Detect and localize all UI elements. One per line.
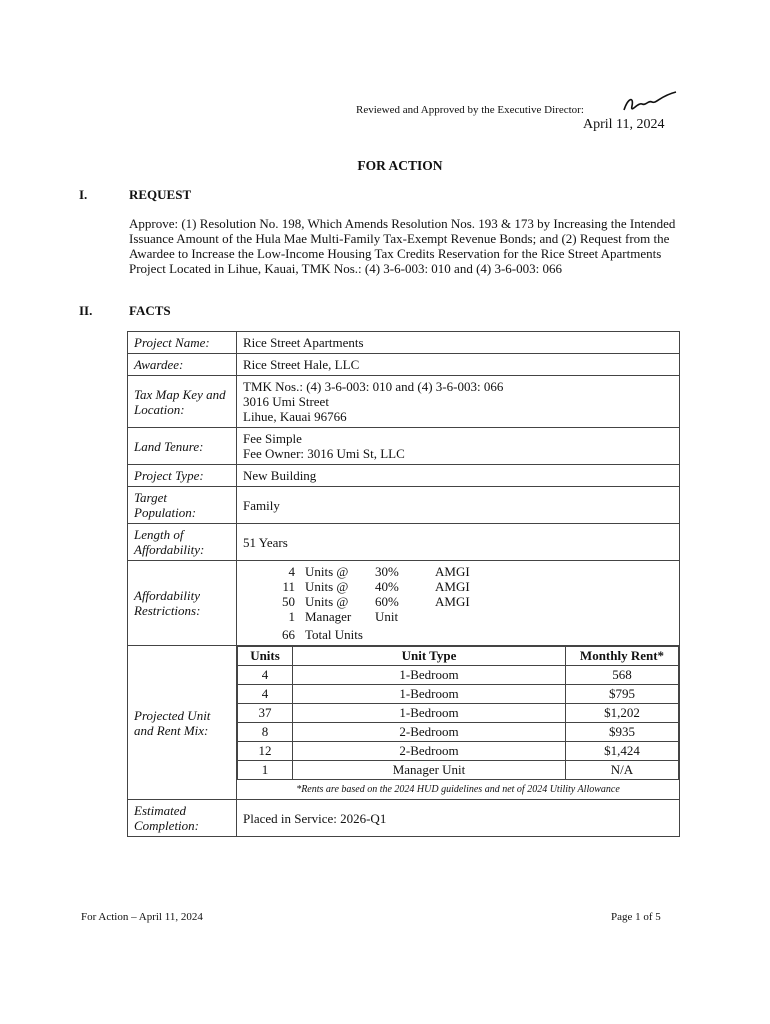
project-name-label: Project Name:	[128, 332, 237, 354]
affordability-total	[243, 627, 673, 642]
length-value: 51 Years	[237, 524, 680, 561]
project-type-value: New Building	[237, 465, 680, 487]
unit-type-cell: 1-Bedroom	[293, 704, 566, 723]
tmk-line: TMK Nos.: (4) 3-6-003: 010 and (4) 3-6-003: 066	[243, 379, 504, 394]
units-cell: 12	[238, 742, 293, 761]
rent-cell: $1,202	[566, 704, 679, 723]
ami-percent: 30%	[375, 564, 399, 579]
target-population-label: Target Population:	[128, 487, 237, 524]
units-count: 50	[282, 594, 295, 609]
rent-mix-row	[128, 646, 680, 800]
units-cell: 4	[238, 666, 293, 685]
request-text: Approve: (1) Resolution No. 198, Which Amends Resolution Nos. 193 & 173 by Increasing the Intended Issuance Amount of the Hula Mae Multi-Family Tax-Exempt Revenue Bonds; and (2) Request from the Awardee to Increase the Low-Income Housing Tax Credits Reservation for the Rice Street Apartments Project Located in Lihue, Kauai, TMK Nos.: (4) 3-6-003: 010 and (4) 3-6-003: 066	[129, 216, 676, 276]
units-header: Units	[238, 647, 293, 666]
monthly-rent-header: Monthly Rent*	[566, 647, 679, 666]
executive-director-signature	[620, 88, 680, 116]
rent-cell: N/A	[566, 761, 679, 780]
ami-percent: 40%	[375, 579, 399, 594]
total-units-label: Total Units	[305, 627, 363, 642]
ami-label	[435, 609, 485, 624]
section-number-request: I.	[79, 187, 88, 202]
unit-type-cell: 2-Bedroom	[293, 723, 566, 742]
ami-label: AMGI	[435, 594, 470, 609]
ami-percent: 60%	[375, 594, 399, 609]
section-title-request: REQUEST	[129, 187, 192, 202]
affordability-value	[237, 561, 680, 646]
target-population-row	[128, 487, 680, 524]
land-tenure-row	[128, 428, 680, 465]
rent-mix-table	[237, 646, 679, 780]
affordability-label: Affordability Restrictions:	[128, 561, 237, 646]
ami-label: AMGI	[435, 564, 470, 579]
approval-date: April 11, 2024	[583, 117, 665, 132]
unit-type-cell: 1-Bedroom	[293, 666, 566, 685]
length-label: Length of Affordability:	[128, 524, 237, 561]
table-row	[238, 685, 679, 704]
table-row	[238, 666, 679, 685]
table-row	[238, 704, 679, 723]
unit-type-cell: Manager Unit	[293, 761, 566, 780]
land-tenure-value	[237, 428, 680, 465]
units-count: 4	[288, 564, 295, 579]
table-row	[238, 742, 679, 761]
fee-owner: Fee Owner: 3016 Umi St, LLC	[243, 446, 405, 461]
units-cell: 37	[238, 704, 293, 723]
total-units-count: 66	[282, 627, 295, 642]
awardee-row	[128, 354, 680, 376]
target-population-value: Family	[237, 487, 680, 524]
awardee-label: Awardee:	[128, 354, 237, 376]
table-row	[238, 723, 679, 742]
units-label: Units @	[305, 579, 349, 594]
tmk-label: Tax Map Key and Location:	[128, 376, 237, 428]
affordability-line	[243, 594, 673, 609]
completion-value: Placed in Service: 2026-Q1	[237, 800, 680, 837]
land-tenure-label: Land Tenure:	[128, 428, 237, 465]
section-title-facts: FACTS	[129, 303, 171, 318]
affordability-line	[243, 579, 673, 594]
rent-cell: $795	[566, 685, 679, 704]
approval-statement: Reviewed and Approved by the Executive Director:	[356, 104, 584, 116]
ami-label: AMGI	[435, 579, 470, 594]
street-line: 3016 Umi Street	[243, 394, 329, 409]
section-number-facts: II.	[79, 303, 93, 318]
units-label: Manager	[305, 609, 352, 624]
unit-type-header: Unit Type	[293, 647, 566, 666]
tenure-type: Fee Simple	[243, 431, 302, 446]
page-number: Page 1 of 5	[611, 911, 661, 923]
units-count: 1	[288, 609, 295, 624]
tmk-value	[237, 376, 680, 428]
document-title: FOR ACTION	[357, 158, 443, 173]
units-label: Units @	[305, 564, 349, 579]
units-cell: 4	[238, 685, 293, 704]
units-count: 11	[282, 579, 295, 594]
project-type-row	[128, 465, 680, 487]
tmk-row	[128, 376, 680, 428]
ami-percent: Unit	[375, 609, 399, 624]
footer-left: For Action – April 11, 2024	[81, 911, 203, 923]
units-label: Units @	[305, 594, 349, 609]
rent-cell: $1,424	[566, 742, 679, 761]
rent-header-row	[238, 647, 679, 666]
rent-mix-label: Projected Unit and Rent Mix:	[128, 646, 237, 800]
project-name-value: Rice Street Apartments	[237, 332, 680, 354]
facts-table	[127, 331, 680, 837]
completion-label: Estimated Completion:	[128, 800, 237, 837]
table-row	[238, 761, 679, 780]
affordability-line	[243, 609, 673, 624]
awardee-value: Rice Street Hale, LLC	[237, 354, 680, 376]
unit-type-cell: 1-Bedroom	[293, 685, 566, 704]
project-type-label: Project Type:	[128, 465, 237, 487]
length-row	[128, 524, 680, 561]
city-line: Lihue, Kauai 96766	[243, 409, 347, 424]
affordability-row	[128, 561, 680, 646]
project-name-row	[128, 332, 680, 354]
units-cell: 8	[238, 723, 293, 742]
rent-cell: 568	[566, 666, 679, 685]
rent-mix-value	[237, 646, 680, 800]
rent-cell: $935	[566, 723, 679, 742]
completion-row	[128, 800, 680, 837]
affordability-line	[243, 564, 673, 579]
rent-footnote: *Rents are based on the 2024 HUD guidelines and net of 2024 Utility Allowance	[296, 784, 620, 795]
units-cell: 1	[238, 761, 293, 780]
unit-type-cell: 2-Bedroom	[293, 742, 566, 761]
